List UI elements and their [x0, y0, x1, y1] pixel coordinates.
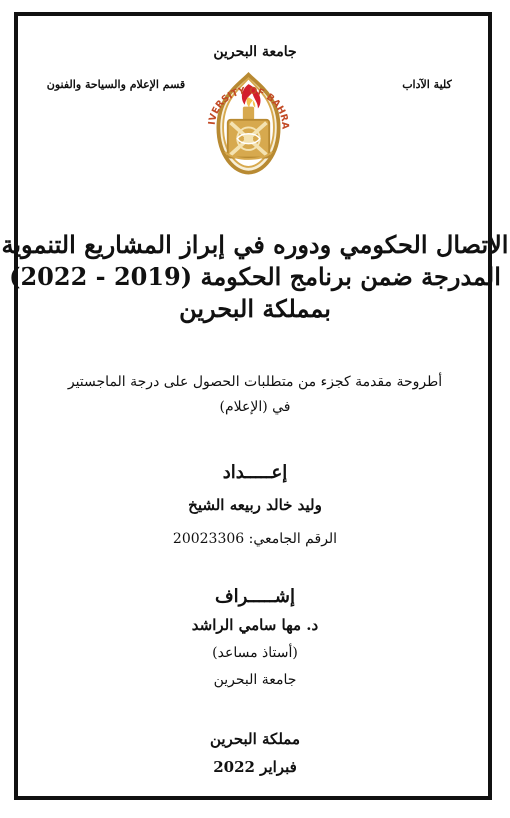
thesis-description-line-2: في (الإعلام)	[219, 399, 291, 415]
department-name: قسم الإعلام والسياحة والفنون	[46, 78, 186, 91]
author-name: وليد خالد ربيعه الشيخ	[188, 496, 322, 514]
student-number: الرقم الجامعي: 20023306	[172, 531, 338, 547]
supervisor-rank: (أستاذ مساعد)	[212, 645, 298, 661]
thesis-title-line-3: بمملكة البحرين	[179, 294, 331, 323]
supervisor-institution: جامعة البحرين	[213, 672, 297, 688]
supervision-heading: إشـــــراف	[214, 586, 296, 607]
preparation-heading: إعـــــداد	[222, 462, 288, 483]
university-logo	[192, 69, 305, 182]
university-name: جامعة البحرين	[213, 44, 297, 60]
thesis-description-line-1: أطروحة مقدمة كجزء من متطلبات الحصول على درجة الماجستير	[67, 374, 443, 390]
seal-text: IVERSITY OF BAHRA	[206, 85, 291, 130]
thesis-title-line-1: الاتصال الحكومي ودوره في إبراز المشاريع التنموية	[1, 230, 509, 259]
supervisor-name: د. مها سامي الراشد	[191, 616, 319, 634]
university-logo-icon	[192, 69, 305, 182]
submission-date: فبراير 2022	[213, 758, 297, 776]
college-name: كلية الآداب	[402, 78, 452, 91]
thesis-title-line-2: المدرجة ضمن برنامج الحكومة (2019 - 2022)	[9, 262, 501, 291]
country-name: مملكة البحرين	[209, 730, 301, 748]
